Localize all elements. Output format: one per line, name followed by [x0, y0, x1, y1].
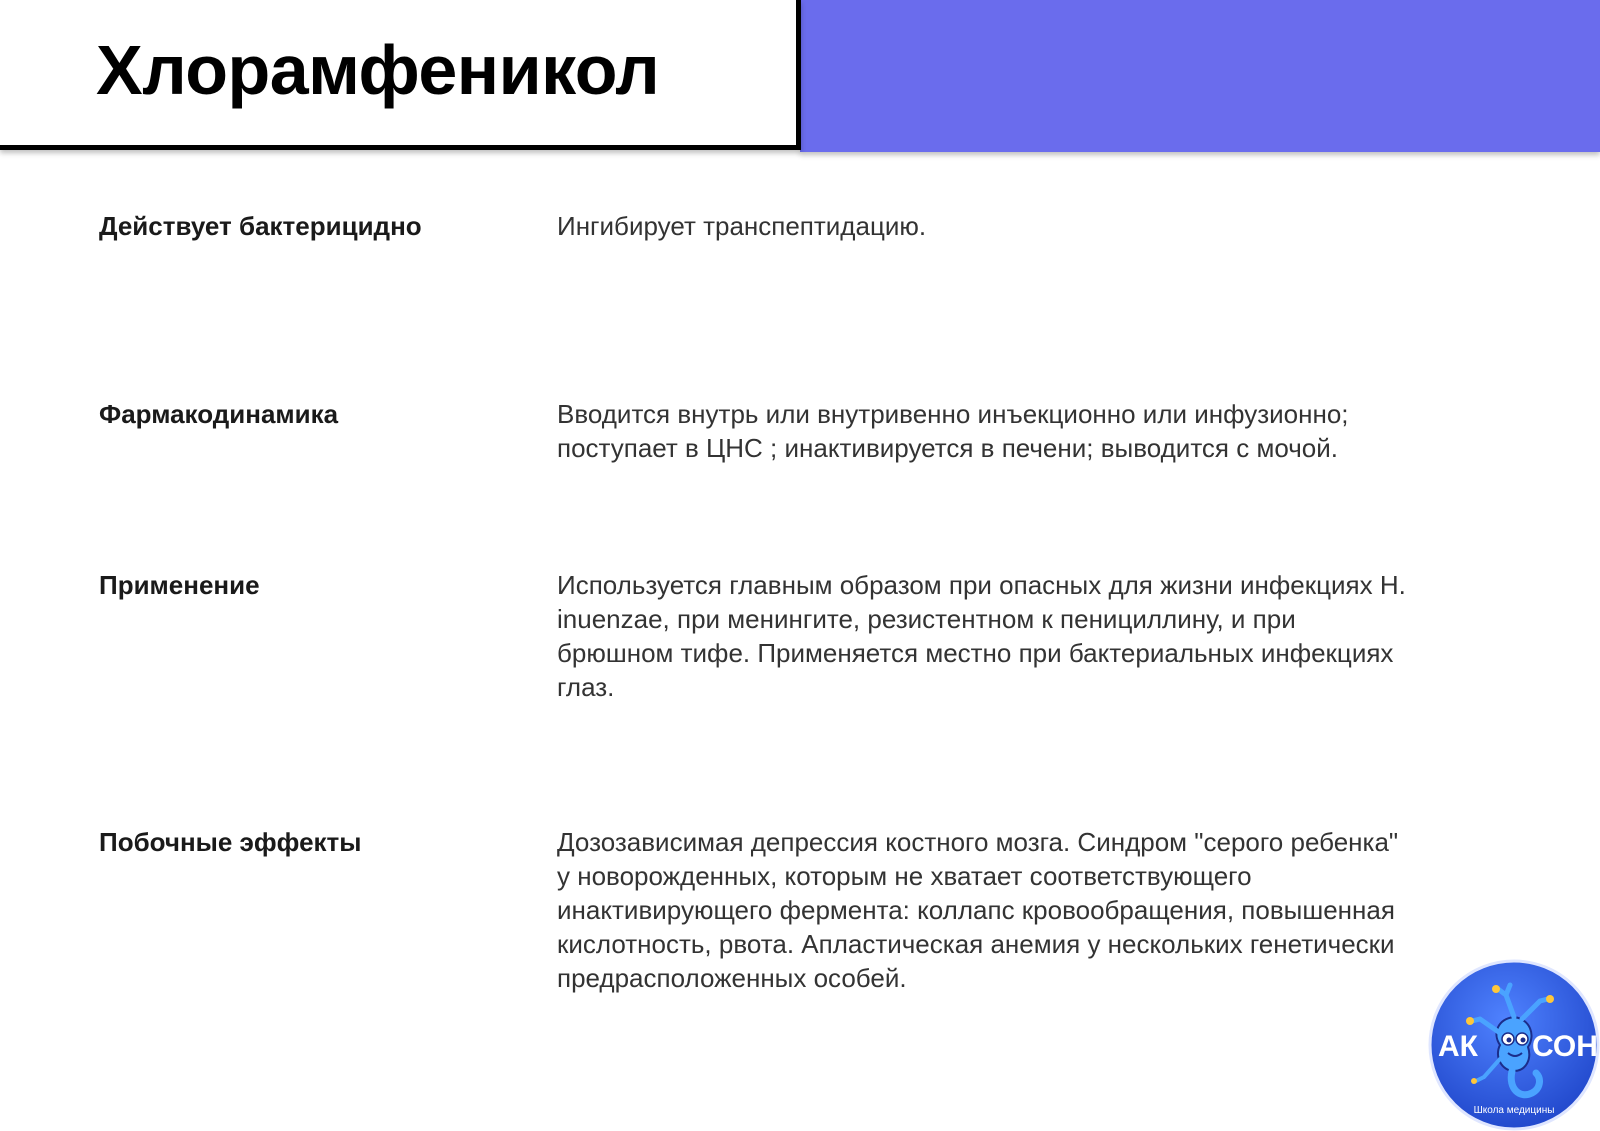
page-title: Хлорамфеникол [96, 31, 660, 109]
section-text: Дозозависимая депрессия костного мозга. Синдром "серого ребенка" у новорожденных, которым не хватает соответствующего инактивирующего фермента: коллапс кровообращения, повышенная кислотность, рвота. Апластическая анемия у нескольких генетически предрасположенных особей. [557, 827, 1399, 993]
section-label: Фармакодинамика [99, 399, 339, 429]
logo-right-text: СОН [1532, 1030, 1598, 1063]
section-label: Применение [99, 570, 260, 600]
section-text: Вводится внутрь или внутривенно инъекционно или инфузионно; поступает в ЦНС ; инактивируется в печени; выводится с мочой. [557, 399, 1349, 463]
logo-badge [1428, 959, 1600, 1131]
logo-left-text: АК [1438, 1030, 1478, 1063]
section-label: Побочные эффекты [99, 827, 362, 857]
title-box [0, 0, 801, 150]
section-text: Ингибирует транспептидацию. [557, 211, 927, 241]
slide-header [0, 0, 1600, 160]
logo-caption: Школа медицины [1473, 1105, 1555, 1116]
akson-logo [1428, 959, 1600, 1131]
section-label: Действует бактерицидно [99, 211, 422, 241]
header-accent-band [800, 0, 1600, 152]
section-text: Используется главным образом при опасных для жизни инфекциях H. inuenzae, при менингите, резистентном к пенициллину, и при брюшном тифе. Применяется местно при бактериальных инфекциях глаз. [557, 570, 1406, 702]
